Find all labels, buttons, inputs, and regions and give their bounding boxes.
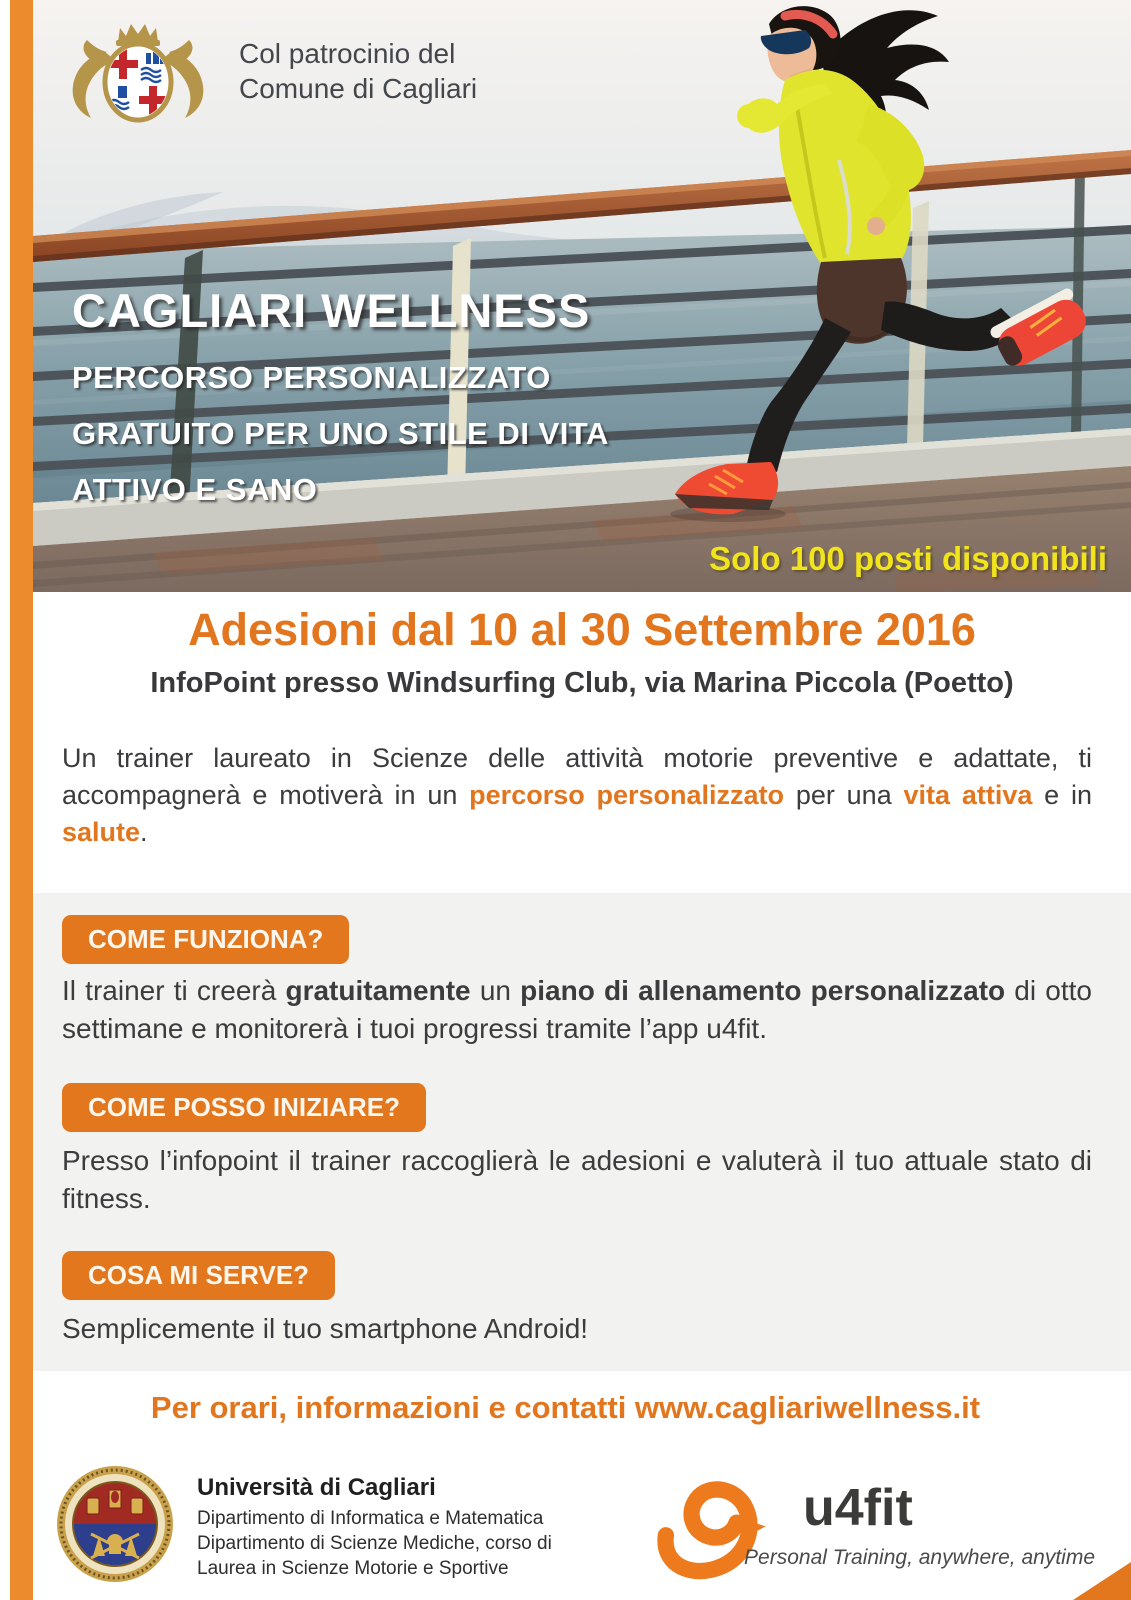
patronage-text — [239, 20, 477, 106]
section-text: Semplicemente il tuo smartphone Android! — [62, 1313, 589, 1344]
section-bold-gratuitamente: gratuitamente — [285, 975, 471, 1006]
hero-title: CAGLIARI WELLNESS — [72, 284, 591, 337]
section-text: Il trainer ti creerà — [62, 975, 286, 1006]
hero-title-block — [72, 283, 609, 518]
runner-rear-hand — [867, 217, 885, 235]
university-name: Università di Cagliari — [197, 1474, 436, 1501]
badge-come-funziona: COME FUNZIONA? — [62, 915, 349, 964]
section-come-funziona-text — [62, 972, 1092, 1048]
hero-subtitle — [72, 350, 609, 518]
hero-photo — [33, 0, 1131, 592]
intro-text: per una — [784, 780, 904, 810]
info-panel — [33, 893, 1131, 1371]
intro-paragraph — [62, 740, 1092, 851]
university-text — [197, 1464, 552, 1584]
hero-subtitle-line-1: PERCORSO PERSONALIZZATO — [72, 360, 551, 395]
section-cosa-mi-serve-text — [62, 1310, 1092, 1348]
badge-cosa-mi-serve: COSA MI SERVE? — [62, 1251, 335, 1300]
runner-front-fist — [737, 104, 761, 128]
intro-text: e in — [1032, 780, 1092, 810]
section-text: un — [470, 975, 521, 1006]
intro-em-percorso: percorso personalizzato — [469, 780, 785, 810]
u4fit-block — [655, 1472, 1095, 1582]
left-accent-stripe — [10, 0, 33, 1600]
section-bold-piano: piano di allenamento personalizzato — [520, 975, 1006, 1006]
university-of-cagliari-seal-icon — [55, 1464, 175, 1584]
intro-em-salute: salute — [62, 817, 141, 847]
corner-triangle — [1073, 1562, 1131, 1600]
university-dept-line-1: Dipartimento di Informatica e Matematica — [197, 1508, 544, 1529]
university-block — [55, 1464, 552, 1584]
patronage-line-1: Col patrocinio del — [239, 38, 456, 69]
availability-note: Solo 100 posti disponibili — [709, 540, 1107, 577]
cagliari-coat-of-arms-icon — [63, 20, 213, 124]
contact-line: Per orari, informazioni e contatti www.cagliariwellness.it — [150, 1390, 981, 1425]
badge-come-posso-iniziare: COME POSSO INIZIARE? — [62, 1083, 426, 1132]
hero-subtitle-line-2: GRATUITO PER UNO STILE DI VITA — [72, 416, 609, 451]
patronage-block — [63, 20, 477, 124]
patronage-line-2: Comune di Cagliari — [239, 73, 478, 104]
u4fit-tagline: Personal Training, anywhere, anytime — [744, 1546, 1095, 1569]
section-text: Presso l’infopoint il trainer raccoglierà le adesioni e valuterà il tuo attuale stato di fitness. — [62, 1145, 1092, 1214]
main-subheading: InfoPoint presso Windsurfing Club, via Marina Piccola (Poetto) — [150, 667, 1014, 699]
u4fit-wordmark: u4fit — [803, 1479, 913, 1537]
intro-em-vita-attiva: vita attiva — [903, 780, 1033, 810]
intro-text: . — [140, 817, 148, 847]
university-dept-line-3: Laurea in Scienze Motorie e Sportive — [197, 1558, 509, 1579]
intro-text: Un trainer laureato in Scienze delle attività motorie preventive e adattate, ti accompagnerà e motiverà in un — [62, 743, 1092, 810]
main-heading: Adesioni dal 10 al 30 Settembre 2016 — [188, 604, 976, 655]
section-come-posso-iniziare-text — [62, 1142, 1092, 1218]
section-text: di otto settimane e monitorerà i tuoi progressi tramite l’app u4fit. — [62, 975, 1092, 1044]
hero-subtitle-line-3: ATTIVO E SANO — [72, 472, 318, 507]
university-dept-line-2: Dipartimento di Scienze Mediche, corso di — [197, 1533, 552, 1554]
